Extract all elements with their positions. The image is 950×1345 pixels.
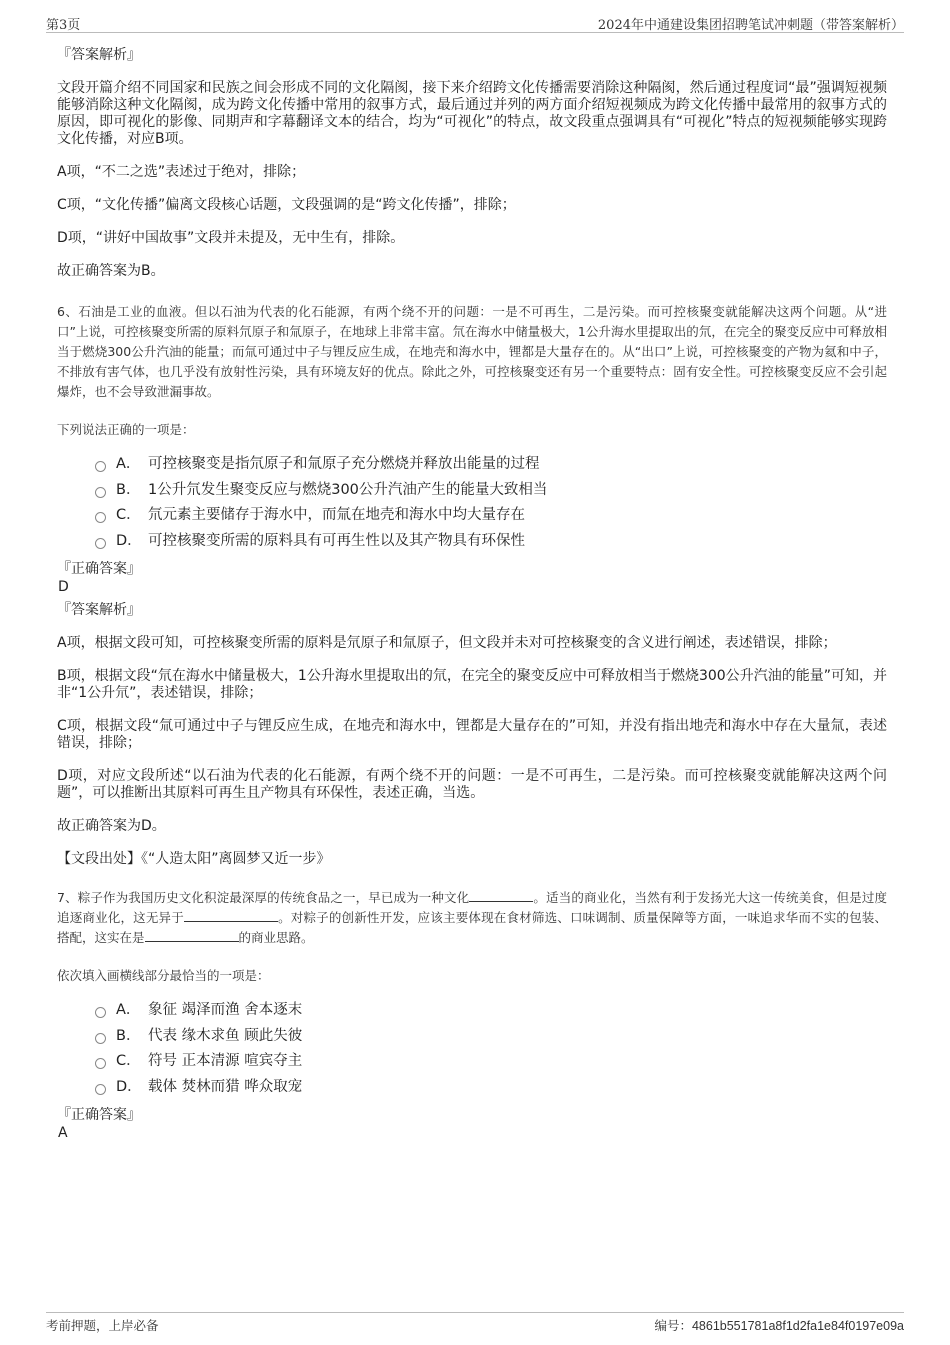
q6-answer: D — [58, 579, 69, 595]
q5-analysis-option-a: A项，“不二之选”表述过于绝对，排除； — [57, 164, 306, 180]
q7-prompt: 依次填入画横线部分最恰当的一项是： — [57, 968, 270, 983]
radio-button-icon[interactable] — [95, 538, 106, 549]
radio-button-icon[interactable] — [95, 512, 106, 523]
option-text: 可控核聚变是指氘原子和氚原子充分燃烧并释放出能量的过程 — [148, 456, 540, 472]
q7-answer: A — [58, 1125, 68, 1141]
radio-button-icon[interactable] — [95, 461, 106, 472]
q5-analysis-paragraph: 文段开篇介绍不同国家和民族之间会形成不同的文化隔阂，接下来介绍跨文化传播需要消除这种隔阂，然后通过程度词“最”强调短视频能够消除这种文化隔阂，成为跨文化传播中常用的叙事方式，最后通过并列的两方面介绍短视频成为跨文化传播中最常用的叙事方式的原因，即可视化的影像、同期声和字幕翻译文本的结合，均为“可视化”的特点，故文段重点强调具有“可视化”特点的短视频能够实现跨文化传播，对应B项。 — [57, 80, 887, 147]
q7-answer-label: 『正确答案』 — [57, 1107, 141, 1123]
q7-stem-part: 。适当的商业化，当然有利于发扬光大这一传统美食，但是过度追逐商业化，这无异于 — [57, 890, 887, 925]
q6-options — [95, 452, 887, 554]
fill-blank-2 — [184, 909, 278, 922]
option-letter: B． — [116, 481, 141, 498]
q6-answer-label: 『正确答案』 — [57, 561, 141, 577]
option-text: 符号 正本清源 喧宾夺主 — [148, 1053, 303, 1069]
q5-analysis-option-c: C项，“文化传播”偏离文段核心话题，文段强调的是“跨文化传播”，排除； — [57, 197, 516, 213]
radio-button-icon[interactable] — [95, 1033, 106, 1044]
radio-button-icon[interactable] — [95, 487, 106, 498]
q7-stem-part: 。对粽子的创新性开发，应该主要体现在食材筛选、口味调制、质量保障等方面，一味追求华而不实的包装、搭配，这实在是 — [57, 910, 887, 945]
q6-stem: 6、石油是工业的血液。但以石油为代表的化石能源，有两个绕不开的问题：一是不可再生，二是污染。而可控核聚变就能解决这两个问题。从“进口”上说，可控核聚变所需的原料氘原子和氚原子，在地球上非常丰富。氘在海水中储量极大，1公升海水里提取出的氘，在完全的聚变反应中可释放相当于燃烧300公升汽油的能量；而氚可通过中子与锂反应生成，在地壳和海水中，锂都是大量存在的。从“出口”上说，可控核聚变的产物为氦和中子，不排放有害气体，也几乎没有放射性污染，具有环境友好的优点。除此之外，可控核聚变还有另一个重要特点：固有安全性。可控核聚变反应不会引起爆炸，也不会导致泄漏事故。 — [57, 304, 887, 399]
option-letter: D． — [116, 532, 142, 549]
option-text: 可控核聚变所需的原料具有可再生性以及其产物具有环保性 — [148, 532, 525, 549]
q5-conclusion: 故正确答案为B。 — [57, 263, 165, 279]
q7-options — [95, 998, 887, 1100]
fill-blank-3 — [145, 929, 239, 942]
option-text: 象征 竭泽而渔 舍本逐末 — [148, 1002, 303, 1018]
q6-analysis-a: A项，根据文段可知，可控核聚变所需的原料是氘原子和氚原子，但文段并未对可控核聚变的含义进行阐述，表述错误，排除； — [57, 635, 837, 651]
q7-option-b[interactable] — [95, 1024, 887, 1050]
q6-option-d[interactable] — [95, 529, 887, 555]
q7-option-c[interactable] — [95, 1049, 887, 1075]
footer-slogan: 考前押题，上岸必备 — [46, 1318, 159, 1333]
q6-prompt: 下列说法正确的一项是： — [57, 422, 195, 437]
q7-option-d[interactable] — [95, 1075, 887, 1101]
option-letter: D． — [116, 1078, 142, 1095]
q6-option-b[interactable] — [95, 478, 887, 504]
q7-stem — [57, 888, 887, 948]
code-label: 编号： — [654, 1318, 692, 1333]
page-content — [57, 46, 887, 1147]
q6-analysis-label: 『答案解析』 — [57, 602, 141, 618]
code-value: 4861b551781a8f1d2fa1e84f0197e09a — [691, 1319, 904, 1333]
q5-analysis-option-d: D项，“讲好中国故事”文段并未提及，无中生有，排除。 — [57, 230, 405, 246]
radio-button-icon[interactable] — [95, 1007, 106, 1018]
option-text: 氘元素主要储存于海水中，而氚在地壳和海水中均大量存在 — [148, 507, 525, 523]
page-footer — [46, 1312, 904, 1333]
q6-analysis-b: B项，根据文段“氘在海水中储量极大，1公升海水里提取出的氘，在完全的聚变反应中可释放相当于燃烧300公升汽油的能量”可知，并非“1公升氘”，表述错误，排除； — [57, 668, 887, 701]
radio-button-icon[interactable] — [95, 1058, 106, 1069]
page-header — [46, 12, 904, 33]
q7-stem-part: 的商业思路。 — [238, 930, 314, 945]
q7-stem-part: 7、粽子作为我国历史文化积淀最深厚的传统食品之一，早已成为一种文化 — [57, 890, 470, 905]
q6-source: 【文段出处】《“人造太阳”离圆梦又近一步》 — [57, 851, 331, 867]
document-code — [654, 1316, 904, 1334]
q6-analysis-d: D项，对应文段所述“以石油为代表的化石能源，有两个绕不开的问题：一是不可再生，二是污染。而可控核聚变就能解决这两个问题”，可以推断出其原料可再生且产物具有环保性，表述正确，当选。 — [57, 768, 887, 801]
option-letter: C． — [116, 1053, 141, 1069]
option-text: 1公升氘发生聚变反应与燃烧300公升汽油产生的能量大致相当 — [148, 481, 548, 498]
q6-option-c[interactable] — [95, 503, 887, 529]
option-letter: B． — [116, 1027, 141, 1044]
q7-option-a[interactable] — [95, 998, 887, 1024]
q6-conclusion: 故正确答案为D。 — [57, 818, 166, 834]
option-letter: C． — [116, 507, 141, 523]
option-text: 载体 焚林而猎 哗众取宠 — [148, 1078, 303, 1095]
option-text: 代表 缘木求鱼 顾此失彼 — [148, 1027, 303, 1044]
option-letter: A． — [116, 456, 141, 472]
q6-option-a[interactable] — [95, 452, 887, 478]
page-number: 第3页 — [46, 18, 81, 33]
document-title: 2024年中通建设集团招聘笔试冲刺题（带答案解析） — [597, 18, 904, 33]
fill-blank-1 — [469, 889, 533, 902]
q5-analysis-label: 『答案解析』 — [57, 47, 141, 63]
q6-analysis-c: C项，根据文段“氚可通过中子与锂反应生成，在地壳和海水中，锂都是大量存在的”可知，并没有指出地壳和海水中存在大量氚，表述错误，排除； — [57, 718, 887, 751]
option-letter: A． — [116, 1002, 141, 1018]
radio-button-icon[interactable] — [95, 1084, 106, 1095]
